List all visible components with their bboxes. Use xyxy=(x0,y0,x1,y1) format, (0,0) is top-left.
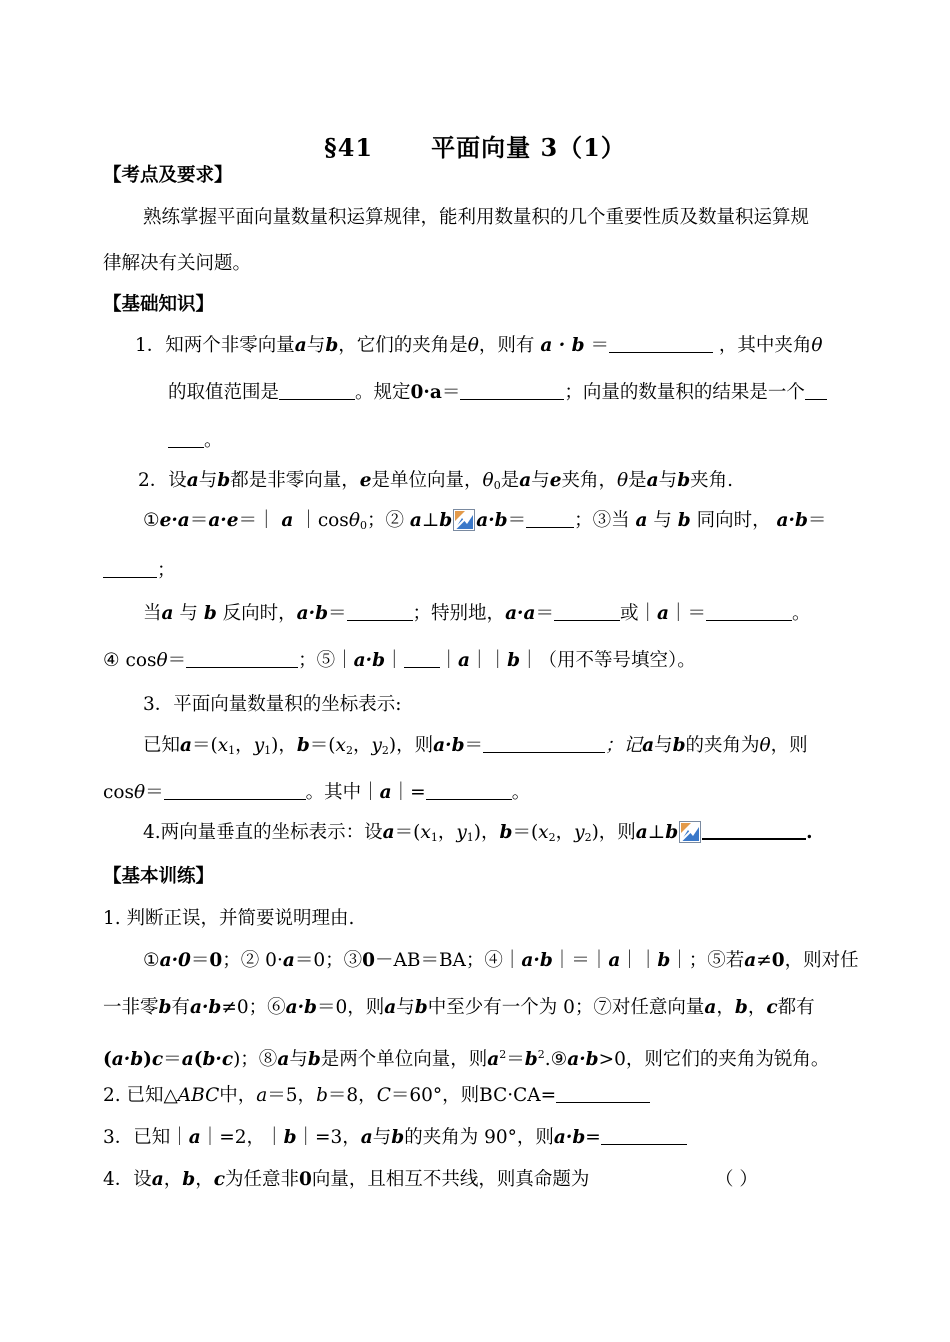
basic-q1-line-3: 。 xyxy=(168,428,223,454)
training-t3-line: 3．已知｜a｜=2，｜b｜=3，a与b的夹角为 90°，则a·b= xyxy=(103,1125,687,1151)
heading-requirements: 【考点及要求】 xyxy=(103,165,233,186)
answer-blank[interactable] xyxy=(554,602,620,621)
basic-q3-line-2: cosθ＝ 。其中｜a｜= 。 xyxy=(103,782,531,803)
answer-blank[interactable] xyxy=(103,559,157,578)
answer-blank[interactable] xyxy=(601,1126,687,1145)
basic-q1-line-1: 1．知两个非零向量a与b，它们的夹角是θ，则有 a · b ＝ ，其中夹角θ xyxy=(135,335,823,356)
page-title xyxy=(0,128,950,163)
basic-q2-line-5: ④ cosθ＝ ；⑤｜a·b｜ ｜a｜｜b｜（用不等号填空）。 xyxy=(103,650,696,671)
answer-blank[interactable] xyxy=(706,602,792,621)
section-name: 平面向量 3（1） xyxy=(431,133,626,162)
broken-image-icon xyxy=(679,821,701,843)
basic-q2-line-2: ①e·a＝a·e＝｜ a ｜cosθ$_0$；② a⊥b a·b＝ ；③当 a 与 b 同向时， a·b＝ xyxy=(143,510,827,532)
answer-blank[interactable] xyxy=(404,649,440,668)
answer-blank[interactable] xyxy=(609,334,713,353)
answer-blank[interactable] xyxy=(347,602,413,621)
training-t1-line-3: (a·b)c＝a(b·c)；⑧a与b是两个单位向量，则$a^2=b^2.⑨a\cdot b>0$，则它们的夹角为锐角。 xyxy=(103,1048,830,1070)
heading-training: 【基本训练】 xyxy=(103,866,215,887)
training-t1-head: 1. 判断正误，并简要说明理由. xyxy=(103,908,355,929)
section-number: §41 xyxy=(324,133,374,162)
training-t1-line-2: 一非零b有a·b≠0；⑥a·b＝0，则a与b中至少有一个为 0；⑦对任意向量a，b，c都有 xyxy=(103,997,815,1018)
answer-blank[interactable] xyxy=(702,820,806,840)
answer-blank[interactable] xyxy=(168,429,204,448)
basic-q2-line-1: 2．设a与b都是非零向量，e是单位向量，$\theta_0$是a与e夹角，θ是a与b夹角. xyxy=(138,470,734,492)
basic-q1-line-2: 的取值范围是 。规定0·a＝ ；向量的数量积的结果是一个 xyxy=(168,380,827,406)
training-t1-line-1: ①a·0＝0；② 0·a＝0；③0－AB＝BA；④｜a·b｜＝｜a｜｜b｜；⑤若a≠0，则对任 xyxy=(143,950,859,971)
answer-blank[interactable] xyxy=(426,781,512,800)
basic-q2-line-3: ； xyxy=(103,558,176,584)
training-t4-line: 4．设a，b，c为任意非0向量，且相互不共线，则真命题为 xyxy=(103,1169,590,1190)
basic-q2-line-4: 当a 与 b 反向时，a·b＝ ；特别地，a·a＝ 或｜a｜＝ 。 xyxy=(143,603,811,624)
answer-blank[interactable] xyxy=(279,381,355,400)
answer-parentheses[interactable]: （ ） xyxy=(715,1169,758,1190)
answer-blank[interactable] xyxy=(526,509,574,528)
answer-blank[interactable] xyxy=(460,381,564,400)
basic-q4-line: 4.两向量垂直的坐标表示：设$a=(x_1$，$y_1$)，$b=(x_2$，$y_2$)，则a⊥b . xyxy=(143,822,813,844)
basic-q3-head: 3．平面向量数量积的坐标表示: xyxy=(143,694,402,715)
heading-basics: 【基础知识】 xyxy=(103,294,215,315)
broken-image-icon xyxy=(453,509,475,531)
requirements-line-1: 熟练掌握平面向量数量积运算规律，能利用数量积的几个重要性质及数量积运算规 xyxy=(143,207,810,228)
requirements-line-2: 律解决有关问题。 xyxy=(103,253,252,274)
answer-blank[interactable] xyxy=(805,381,827,400)
answer-blank[interactable] xyxy=(483,734,605,753)
answer-blank[interactable] xyxy=(164,781,306,800)
training-t2-line: 2. 已知△ABC中，a＝5，b＝8，C＝60°，则BC·CA= xyxy=(103,1083,650,1109)
answer-blank[interactable] xyxy=(556,1084,650,1103)
basic-q3-line-1: 已知$a=(x_1$，$y_1$)，$b=(x_2$，$y_2$)，则a·b＝ ；记a与b的夹角为θ，则 xyxy=(143,735,808,757)
answer-blank[interactable] xyxy=(186,649,298,668)
